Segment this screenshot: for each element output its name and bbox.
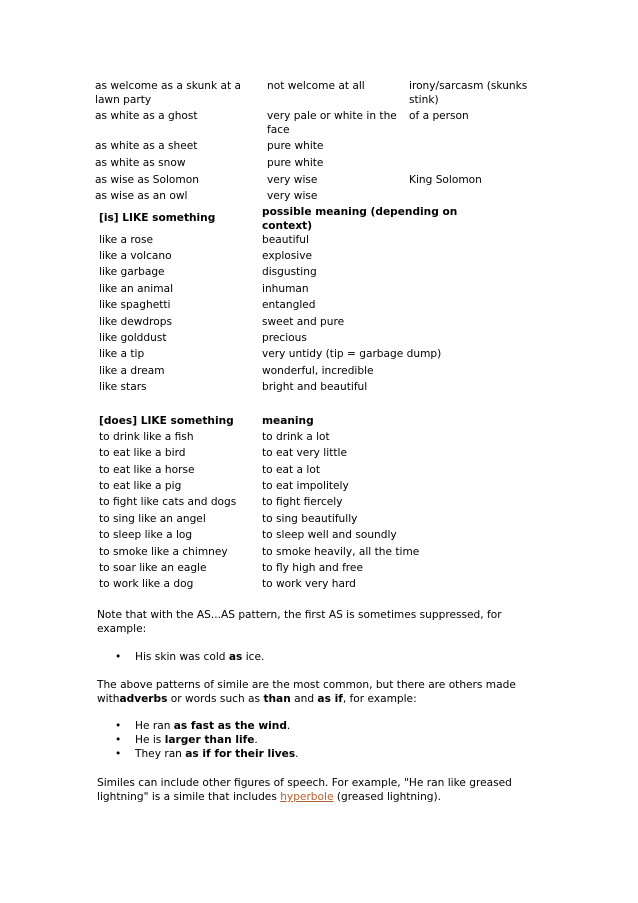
- expression-cell: as wise as Solomon: [95, 174, 199, 186]
- expression-cell: as welcome as a skunk at a lawn party: [95, 80, 242, 106]
- meaning-cell: explosive: [262, 250, 312, 262]
- table-row: [0, 480, 638, 496]
- table-row: [0, 299, 638, 315]
- meaning-cell: pure white: [267, 140, 324, 152]
- table-row: [0, 447, 638, 463]
- bullet-dot: •: [115, 734, 122, 746]
- expression-cell: to drink like a fish: [99, 431, 194, 443]
- table-row: [0, 110, 638, 140]
- table-row: [0, 529, 638, 545]
- meaning-cell: very wise: [267, 174, 318, 186]
- table-row: [0, 80, 638, 110]
- notes-cell: King Solomon: [409, 174, 482, 186]
- table-row: [0, 381, 638, 397]
- paragraph-line: lightning" is a simile that includes hyperbole (greased lightning).: [97, 791, 442, 803]
- table-row: [0, 562, 638, 578]
- table-row: [0, 332, 638, 348]
- bullet-dot: •: [115, 651, 122, 663]
- table-row: [0, 157, 638, 173]
- table-row: [0, 431, 638, 447]
- list-item: [97, 650, 537, 664]
- expression-cell: like a tip: [99, 348, 145, 360]
- expression-cell: as white as a sheet: [95, 140, 198, 152]
- expression-cell: as white as a ghost: [95, 110, 198, 122]
- hyperbole-link[interactable]: hyperbole: [280, 791, 334, 803]
- figures-paragraph: [97, 776, 537, 804]
- meaning-cell: not welcome at all: [267, 80, 365, 92]
- bullet-dot: •: [115, 748, 122, 760]
- expression-cell: like golddust: [99, 332, 167, 344]
- table-row: [0, 283, 638, 299]
- meaning-cell: to sing beautifully: [262, 513, 358, 525]
- meaning-cell: pure white: [267, 157, 324, 169]
- header-meaning: possible meaning (depending on context): [262, 206, 458, 232]
- meaning-cell: bright and beautiful: [262, 381, 368, 393]
- meaning-cell: to fight fiercely: [262, 496, 343, 508]
- header-meaning: meaning: [262, 415, 314, 427]
- meaning-cell: sweet and pure: [262, 316, 345, 328]
- patterns-paragraph: [97, 678, 537, 706]
- meaning-cell: to fly high and free: [262, 562, 363, 574]
- expression-cell: like a rose: [99, 234, 154, 246]
- expression-cell: as white as snow: [95, 157, 186, 169]
- bullet-text: He ran as fast as the wind.: [135, 720, 291, 732]
- expression-cell: like a volcano: [99, 250, 172, 262]
- table-row: [0, 578, 638, 594]
- expression-cell: to sleep like a log: [99, 529, 193, 541]
- expression-cell: to eat like a bird: [99, 447, 186, 459]
- meaning-cell: disgusting: [262, 266, 317, 278]
- expression-cell: like dewdrops: [99, 316, 173, 328]
- meaning-cell: inhuman: [262, 283, 309, 295]
- table-row: [0, 316, 638, 332]
- meaning-cell: entangled: [262, 299, 316, 311]
- bullet-text: His skin was cold as ice.: [135, 651, 265, 663]
- table-row: [0, 190, 638, 206]
- table-row: [0, 234, 638, 250]
- bullet-text: He is larger than life.: [135, 734, 258, 746]
- bullet-text: They ran as if for their lives.: [135, 748, 299, 760]
- meaning-cell: very pale or white in the face: [267, 110, 397, 136]
- notes-cell: of a person: [409, 110, 469, 122]
- header-expression: [does] LIKE something: [99, 415, 234, 427]
- paragraph-line: Similes can include other figures of speech. For example, "He ran like greased: [97, 777, 512, 789]
- meaning-cell: to eat a lot: [262, 464, 320, 476]
- note-paragraph: Note that with the AS...AS pattern, the first AS is sometimes suppressed, for example:: [97, 609, 502, 635]
- bullet-dot: •: [115, 720, 122, 732]
- table-row: [0, 365, 638, 381]
- table-row: [0, 140, 638, 156]
- expression-cell: to sing like an angel: [99, 513, 206, 525]
- meaning-cell: very wise: [267, 190, 318, 202]
- list-item: [97, 719, 537, 733]
- table-row: [0, 348, 638, 364]
- table-row: [0, 174, 638, 190]
- meaning-cell: to work very hard: [262, 578, 356, 590]
- list-item: [97, 733, 537, 747]
- meaning-cell: to eat very little: [262, 447, 347, 459]
- expression-cell: like an animal: [99, 283, 174, 295]
- expression-cell: to smoke like a chimney: [99, 546, 228, 558]
- meaning-cell: beautiful: [262, 234, 309, 246]
- meaning-cell: wonderful, incredible: [262, 365, 374, 377]
- meaning-cell: to eat impolitely: [262, 480, 349, 492]
- table-row: [0, 266, 638, 282]
- header-expression: [is] LIKE something: [99, 212, 216, 224]
- expression-cell: like spaghetti: [99, 299, 171, 311]
- expression-cell: to fight like cats and dogs: [99, 496, 237, 508]
- meaning-cell: very untidy (tip = garbage dump): [262, 348, 442, 360]
- notes-cell: irony/sarcasm (skunks stink): [409, 80, 528, 106]
- expression-cell: to eat like a horse: [99, 464, 195, 476]
- meaning-cell: to sleep well and soundly: [262, 529, 397, 541]
- meaning-cell: precious: [262, 332, 307, 344]
- table-row: [0, 546, 638, 562]
- paragraph-line: withadverbs or words such as than and as if, for example:: [97, 693, 417, 705]
- table-header-row: [0, 206, 638, 234]
- expression-cell: like stars: [99, 381, 147, 393]
- table-row: [0, 464, 638, 480]
- table-row: [0, 496, 638, 512]
- meaning-cell: to smoke heavily, all the time: [262, 546, 420, 558]
- table-row: [0, 513, 638, 529]
- expression-cell: to eat like a pig: [99, 480, 182, 492]
- paragraph-line: The above patterns of simile are the most common, but there are others made: [97, 679, 516, 691]
- expression-cell: to soar like an eagle: [99, 562, 207, 574]
- table-header-row: [0, 415, 638, 431]
- table-row: [0, 250, 638, 266]
- expression-cell: like garbage: [99, 266, 165, 278]
- expression-cell: as wise as an owl: [95, 190, 188, 202]
- meaning-cell: to drink a lot: [262, 431, 330, 443]
- list-item: [97, 747, 537, 761]
- expression-cell: like a dream: [99, 365, 165, 377]
- expression-cell: to work like a dog: [99, 578, 194, 590]
